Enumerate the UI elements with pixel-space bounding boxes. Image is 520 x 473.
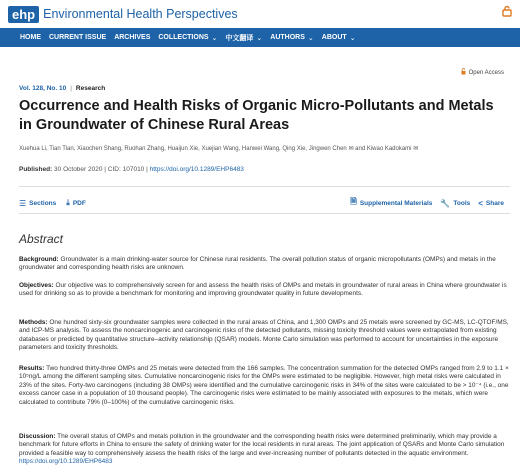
rss-icon[interactable] bbox=[502, 5, 514, 19]
issue-meta: Vol. 128, No. 10 | Research bbox=[19, 85, 106, 92]
abstract-results: Results: Two hundred thirty-three OMPs and 25 metals were detected from the 166 samples. The concentration summation for the detected OMPs ranged from 2.9 to 1.1 × 10⁵ng/L among the different sampling sites. Cumulative noncarcinogenic risks for the OMPs were estimated to be negligible. However, high metal risks were calculated in 23% of the sites. Forty-two carcinogens (including 38 OMPs) were identified and the cumulative carcinogenic risks in 34% of the sites were calculated to be > 10⁻⁴ (i.e., one excess cancer case in a population of 10 thousand people). The carcinogenic risks were estimated to be mainly associated with exposures to the metals, which were calculated to contribute 79% (0–100%) of the cumulative carcinogenic risks. bbox=[19, 365, 509, 406]
journal-name[interactable]: Environmental Health Perspectives bbox=[43, 7, 238, 21]
nav-home[interactable]: HOME bbox=[20, 34, 41, 41]
article-title: Occurrence and Health Risks of Organic Micro-Pollutants and Metals in Groundwater of Chinese Rural Areas bbox=[19, 98, 494, 133]
tools-button[interactable]: 🔧 Tools bbox=[440, 198, 471, 208]
supplemental-materials-button[interactable]: 🗎 Supplemental Materials bbox=[350, 196, 432, 210]
open-access-badge: Open Access bbox=[461, 68, 504, 77]
chevron-down-icon: ⌄ bbox=[307, 34, 314, 42]
doi-link[interactable]: https://doi.org/10.1289/EHP6483 bbox=[149, 166, 244, 173]
article-category: Research bbox=[75, 85, 106, 92]
nav-chinese-translation[interactable]: 中文翻译 ⌄ bbox=[225, 34, 263, 42]
divider bbox=[19, 186, 510, 187]
article-toolbar bbox=[19, 196, 504, 210]
list-icon: ☰ bbox=[19, 198, 27, 208]
discussion-doi-link[interactable]: https://doi.org/10.1289/EHP6483 bbox=[19, 458, 113, 466]
chevron-down-icon: ⌄ bbox=[256, 34, 263, 42]
nav-collections[interactable]: COLLECTIONS ⌄ bbox=[158, 34, 218, 42]
open-lock-icon bbox=[461, 68, 466, 77]
email-icon[interactable]: ✉ bbox=[348, 146, 354, 152]
divider bbox=[19, 213, 510, 214]
share-icon: < bbox=[478, 198, 483, 208]
volume-link[interactable]: Vol. 128, No. 10 bbox=[19, 85, 67, 92]
chevron-down-icon: ⌄ bbox=[211, 34, 218, 42]
nav-about[interactable]: ABOUT ⌄ bbox=[321, 34, 356, 42]
nav-current-issue[interactable]: CURRENT ISSUE bbox=[49, 34, 107, 41]
nav-authors[interactable]: AUTHORS ⌄ bbox=[270, 34, 314, 42]
abstract-background: Background: Groundwater is a main drinking-water source for Chinese rural residents. The overall pollution status of organic micropollutants (OMPs) and metals in the groundwater and corresponding health risks are unknown. bbox=[19, 256, 496, 272]
ehp-logo[interactable]: ehp bbox=[8, 6, 39, 23]
abstract-objectives: Objectives: Our objective was to comprehensively screen for and assess the health risks of OMPs and metals in groundwater of rural areas in China where groundwater is used for drinking so as to provide a benchmark for monitoring and improving groundwater quality in future developments. bbox=[19, 282, 507, 298]
abstract-heading: Abstract bbox=[19, 232, 64, 246]
wrench-icon: 🔧 bbox=[440, 198, 451, 208]
author-list: Xuehua Li, Tian Tian, Xiaochen Shang, Ruohan Zhang, Huaijun Xie, Xuejian Wang, Hanwei Wang, Qing Xie, Jingwen Chen ✉ and Kiwao Kadokami ✉ bbox=[19, 146, 419, 152]
file-icon: 🗎 bbox=[350, 197, 357, 206]
download-icon: ⤓ bbox=[66, 198, 70, 207]
share-button[interactable]: < Share bbox=[478, 198, 504, 208]
main-nav bbox=[0, 28, 520, 47]
abstract-methods: Methods: One hundred sixty-six groundwater samples were collected in the rural areas of China, and 1,300 OMPs and 25 metals were screened by GC-MS, LC-QTOF/MS, and ICP-MS analysis. To assess the noncarcinogenic and carcinogenic risks of the detected pollutants, missing toxicity threshold values were extrapolated from existing databases or predicted by quantitative structure–activity relationship (QSAR) models. Monte Carlo simulation was performed to account for uncertainties in the exposure parameters and toxicity thresholds. bbox=[19, 319, 509, 352]
nav-archives[interactable]: ARCHIVES bbox=[114, 34, 151, 41]
sections-button[interactable]: ☰ Sections bbox=[19, 198, 57, 208]
site-header bbox=[0, 0, 520, 28]
abstract-discussion: Discussion: The overall status of OMPs and metals pollution in the groundwater and the corresponding health risks were determined preliminarily, which may provide a benchmark for future efforts in China to ensure the safety of drinking water for the local residents in rural areas. The joint application of QSARs and Monte Carlo simulation provided a feasible way to comprehensively assess the health risks of the large and ever-increasing number of pollutants detected in the aquatic environment. https://doi.org/10.1289/EHP6483 bbox=[19, 433, 505, 466]
publication-info: Published: 30 October 2020 | CID: 107010 | https://doi.org/10.1289/EHP6483 bbox=[19, 166, 244, 173]
pdf-button[interactable]: ⤓ PDF bbox=[66, 198, 86, 207]
chevron-down-icon: ⌄ bbox=[349, 34, 356, 42]
email-icon[interactable]: ✉ bbox=[413, 146, 419, 152]
